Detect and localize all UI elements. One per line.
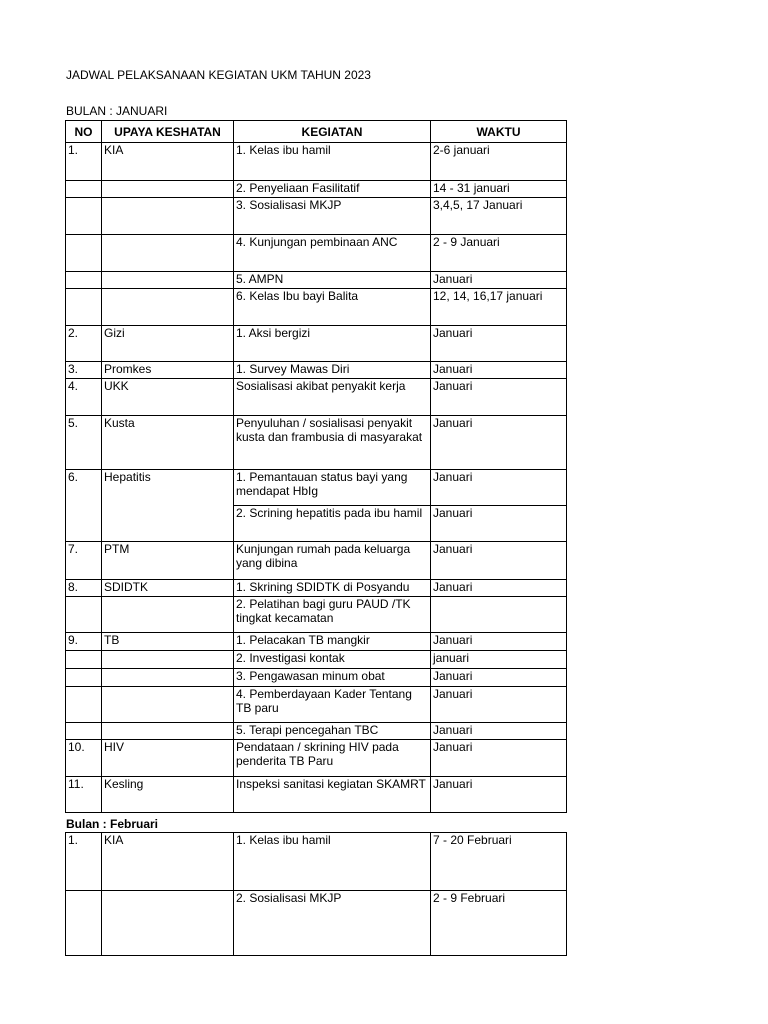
row-waktu: Januari	[431, 580, 567, 597]
row-no: 9.	[66, 633, 102, 651]
row-waktu: Januari	[431, 633, 567, 651]
row-no: 2.	[66, 326, 102, 362]
row-waktu: 7 - 20 Februari	[431, 833, 567, 891]
row-kegiatan: Penyuluhan / sosialisasi penyakit kusta dan frambusia di masyarakat	[234, 416, 431, 470]
row-waktu: 2-6 januari	[431, 143, 567, 181]
header-no: NO	[66, 121, 102, 143]
row-upaya: HIV	[102, 740, 234, 777]
row-waktu: Januari	[431, 669, 567, 687]
header-waktu: WAKTU	[431, 121, 567, 143]
row-kegiatan: 3. Sosialisasi MKJP	[234, 198, 431, 235]
row-upaya: KIA	[102, 143, 234, 181]
row-no: 10.	[66, 740, 102, 777]
table-row	[66, 633, 567, 651]
row-kegiatan: 1. Survey Mawas Diri	[234, 362, 431, 379]
table-row	[66, 289, 567, 326]
row-kegiatan: 2. Sosialisasi MKJP	[234, 891, 431, 956]
row-upaya: Promkes	[102, 362, 234, 379]
row-waktu: Januari	[431, 777, 567, 813]
table-row	[66, 143, 567, 181]
row-kegiatan: Pendataan / skrining HIV pada penderita TB Paru	[234, 740, 431, 777]
row-no: 1.	[66, 833, 102, 891]
row-kegiatan: 3. Pengawasan minum obat	[234, 669, 431, 687]
row-kegiatan: Inspeksi sanitasi kegiatan SKAMRT	[234, 777, 431, 813]
table-row	[66, 198, 567, 235]
row-no: 6.	[66, 470, 102, 542]
month-label-january: BULAN : JANUARI	[66, 104, 168, 118]
month-label-february: Bulan : Februari	[66, 817, 159, 831]
row-kegiatan: 1. Pemantauan status bayi yang mendapat HbIg	[234, 470, 431, 506]
row-upaya: UKK	[102, 379, 234, 416]
row-kegiatan: 2. Investigasi kontak	[234, 651, 431, 669]
table-row	[66, 326, 567, 362]
table-row	[66, 542, 567, 580]
row-waktu: 2 - 9 Januari	[431, 235, 567, 272]
row-waktu: 12, 14, 16,17 januari	[431, 289, 567, 326]
row-waktu: Januari	[431, 326, 567, 362]
row-kegiatan: Kunjungan rumah pada keluarga yang dibina	[234, 542, 431, 580]
row-upaya: Kesling	[102, 777, 234, 813]
table-row	[66, 687, 567, 723]
table-row	[66, 597, 567, 633]
row-kegiatan: 4. Pemberdayaan Kader Tentang TB paru	[234, 687, 431, 723]
row-kegiatan: 6. Kelas Ibu bayi Balita	[234, 289, 431, 326]
row-kegiatan: 5. AMPN	[234, 272, 431, 289]
row-upaya: KIA	[102, 833, 234, 891]
row-waktu: Januari	[431, 723, 567, 740]
row-waktu: Januari	[431, 272, 567, 289]
table-row	[66, 723, 567, 740]
row-kegiatan: 1. Kelas ibu hamil	[234, 833, 431, 891]
row-upaya: Gizi	[102, 326, 234, 362]
row-waktu: Januari	[431, 362, 567, 379]
row-waktu: Januari	[431, 740, 567, 777]
row-kegiatan: 4. Kunjungan pembinaan ANC	[234, 235, 431, 272]
table-row	[66, 833, 567, 891]
table-row	[66, 362, 567, 379]
row-kegiatan: 1. Aksi bergizi	[234, 326, 431, 362]
table-row	[66, 235, 567, 272]
row-kegiatan: 5. Terapi pencegahan TBC	[234, 723, 431, 740]
schedule-table-january	[65, 120, 567, 813]
table-row	[66, 470, 567, 506]
row-waktu: Januari	[431, 506, 567, 542]
header-kegiatan: KEGIATAN	[234, 121, 431, 143]
row-waktu: 14 - 31 januari	[431, 181, 567, 198]
table-row	[66, 740, 567, 777]
row-upaya: Hepatitis	[102, 470, 234, 542]
header-upaya: UPAYA KESHATAN	[102, 121, 234, 143]
row-waktu: Januari	[431, 542, 567, 580]
row-no: 7.	[66, 542, 102, 580]
row-waktu: Januari	[431, 470, 567, 506]
row-kegiatan: 2. Pelatihan bagi guru PAUD /TK tingkat kecamatan	[234, 597, 431, 633]
row-upaya: Kusta	[102, 416, 234, 470]
row-waktu: Januari	[431, 416, 567, 470]
row-waktu: 3,4,5, 17 Januari	[431, 198, 567, 235]
row-upaya: TB	[102, 633, 234, 651]
row-no: 11.	[66, 777, 102, 813]
table-row	[66, 272, 567, 289]
document-title: JADWAL PELAKSANAAN KEGIATAN UKM TAHUN 2023	[66, 68, 371, 82]
row-no: 8.	[66, 580, 102, 597]
table-row	[66, 580, 567, 597]
row-kegiatan: 1. Kelas ibu hamil	[234, 143, 431, 181]
row-kegiatan: 2. Scrining hepatitis pada ibu hamil	[234, 506, 431, 542]
row-kegiatan: Sosialisasi akibat penyakit kerja	[234, 379, 431, 416]
row-kegiatan: 1. Pelacakan TB mangkir	[234, 633, 431, 651]
row-kegiatan: 2. Penyeliaan Fasilitatif	[234, 181, 431, 198]
row-upaya: PTM	[102, 542, 234, 580]
row-kegiatan: 1. Skrining SDIDTK di Posyandu	[234, 580, 431, 597]
schedule-table-february	[65, 832, 567, 956]
table-row	[66, 891, 567, 956]
row-waktu: januari	[431, 651, 567, 669]
row-no: 4.	[66, 379, 102, 416]
table-header-row	[66, 121, 567, 143]
row-upaya: SDIDTK	[102, 580, 234, 597]
row-no: 1.	[66, 143, 102, 181]
table-row	[66, 181, 567, 198]
table-row	[66, 379, 567, 416]
table-row	[66, 651, 567, 669]
table-row	[66, 416, 567, 470]
row-waktu: Januari	[431, 687, 567, 723]
table-row	[66, 777, 567, 813]
row-waktu: 2 - 9 Februari	[431, 891, 567, 956]
row-no: 5.	[66, 416, 102, 470]
row-no: 3.	[66, 362, 102, 379]
row-waktu: Januari	[431, 379, 567, 416]
table-row	[66, 669, 567, 687]
